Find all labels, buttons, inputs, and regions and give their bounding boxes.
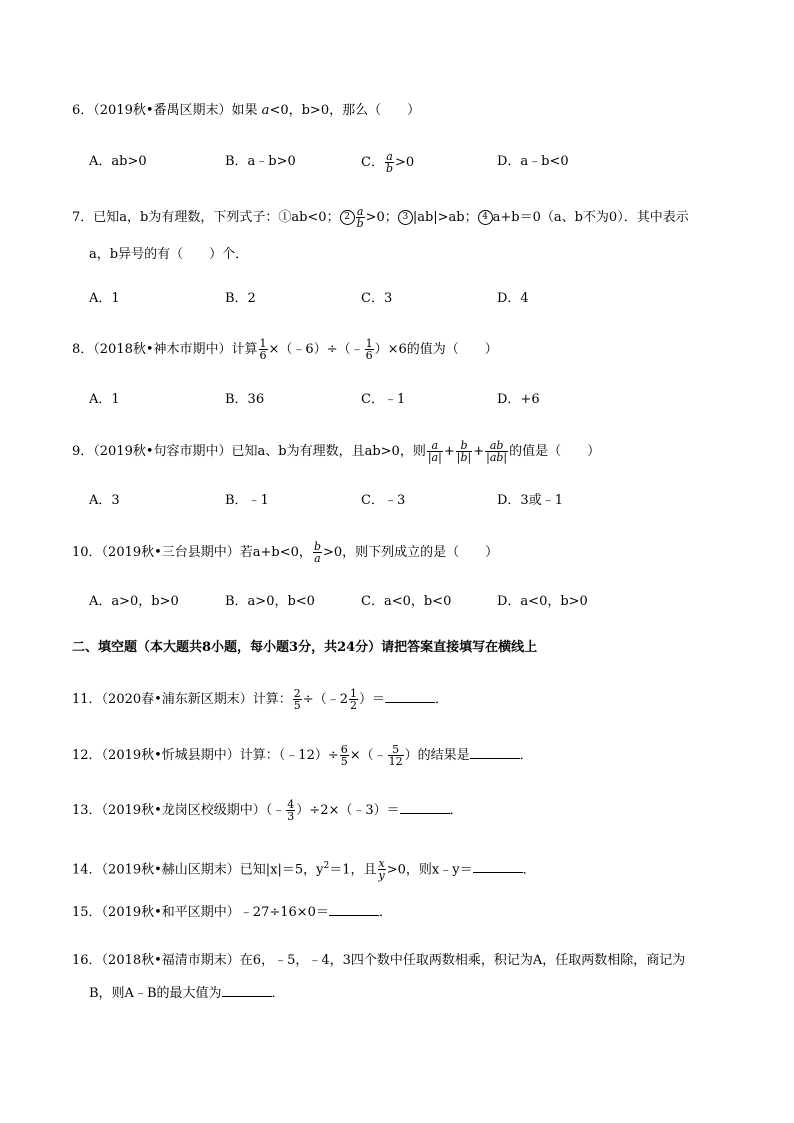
q8-option-d[interactable]: D．+6 [497, 392, 540, 407]
q7-option-a[interactable]: A．1 [89, 291, 120, 306]
q9-option-a[interactable]: A．3 [89, 493, 120, 508]
q10-option-d[interactable]: D．a<0，b>0 [497, 594, 588, 609]
circled-number: 3 [398, 210, 413, 225]
answer-blank[interactable] [329, 903, 379, 916]
q8-option-a[interactable]: A．1 [89, 392, 120, 407]
question-12: 12．（2019秋•忻城县期中）计算：（﹣12）÷ $\frac{6}{5}$ ×（﹣ $\frac{5}{12}$ ）的结果是 ． [72, 743, 533, 768]
q10-option-b[interactable]: B．a>0，b<0 [225, 594, 315, 609]
q7-option-d[interactable]: D．4 [497, 291, 529, 306]
answer-blank[interactable] [400, 801, 450, 814]
section-heading: 二、填空题（本大题共8小题，每小题3分，共24分）请把答案直接填写在横线上 [72, 640, 538, 655]
fraction: $\frac{x}{y}$ [378, 857, 385, 883]
circled-number: 4 [478, 210, 493, 225]
question-15: 15．（2019秋•和平区期中）﹣27÷16×0＝ ． [72, 905, 392, 920]
fraction: $\frac{a}{b}$ [385, 150, 393, 175]
fraction: $\frac{6}{5}$ [340, 743, 348, 768]
answer-blank[interactable] [470, 746, 520, 759]
question-9: 9．（2019秋•句容市期中）已知a、b为有理数，且ab>0，则 $\frac{a}{|a|}$ + $\frac{b}{|b|}$ + $\frac{ab}{|ab|}$ 的值是（ ） [72, 439, 601, 464]
fraction: $\frac{5}{12}$ [388, 743, 403, 768]
q10-options [89, 591, 729, 613]
q9-options [89, 490, 729, 512]
q7-option-c[interactable]: C．3 [361, 291, 393, 306]
q10-option-a[interactable]: A．a>0，b>0 [89, 594, 179, 609]
question-7-line-2: a，b异号的有（ ）个． [89, 247, 249, 262]
q6-option-d[interactable]: D．a﹣b<0 [497, 154, 569, 169]
fraction: $\frac{1}{6}$ [365, 337, 373, 362]
question-16-line-2: B，则A﹣B的最大值为 ． [89, 986, 285, 1001]
q8-option-b[interactable]: B．36 [225, 392, 265, 407]
fraction: $\frac{b}{a}$ [313, 540, 321, 565]
q6-options [89, 151, 729, 173]
answer-blank[interactable] [473, 860, 523, 873]
q9-option-d[interactable]: D．3或﹣1 [497, 493, 563, 508]
q8-options [89, 389, 729, 411]
question-13: 13．（2019秋•龙岗区校级期中）（﹣ $\frac{4}{3}$ ）÷2×（﹣3）＝ ． [72, 798, 463, 823]
question-14: 14．（2019秋•赫山区期末）已知|x|＝5，$y^2=1$，且 $\frac{x}{y}$ >0，则x﹣y＝ ． [72, 857, 536, 883]
q6-option-a[interactable]: A．ab>0 [89, 154, 147, 169]
fraction: $\frac{2}{5}$ [293, 687, 301, 712]
q7-option-b[interactable]: B．2 [225, 291, 256, 306]
fraction: $\frac{b}{|b|}$ [456, 439, 472, 464]
question-8: 8．（2018秋•神木市期中）计算 $\frac{1}{6}$ ×（﹣6）÷（﹣ $\frac{1}{6}$ ）×6的值为（ ） [72, 337, 498, 362]
question-10: 10．（2019秋•三台县期中）若a+b<0， $\frac{b}{a}$ >0，则下列成立的是（ ） [72, 540, 499, 565]
question-16: 16．（2018秋•福清市期末）在6，﹣5，﹣4，3四个数中任取两数相乘，积记为A，任取两数相除，商记为 [72, 953, 686, 968]
q6-option-b[interactable]: B．a﹣b>0 [225, 154, 296, 169]
answer-blank[interactable] [385, 690, 435, 703]
question-7: 7．已知a，b为有理数，下列式子：①ab<0； 2 $\frac{a}{b}$ >0； 3 |ab|>ab； 4 a+b＝0（a、b不为0）．其中表示 [72, 205, 689, 230]
fraction: $\frac{1}{2}$ [349, 687, 357, 712]
q8-option-c[interactable]: C．﹣1 [361, 392, 406, 407]
fraction: $\frac{a}{b}$ [356, 205, 364, 230]
q10-option-c[interactable]: C．a<0，b<0 [361, 594, 452, 609]
q7-options [89, 288, 729, 310]
fraction: $\frac{ab}{|ab|}$ [486, 439, 508, 464]
answer-blank[interactable] [222, 984, 272, 997]
question-6: 6．（2019秋•番禺区期末）如果 a<0，b>0，那么（ ） [72, 103, 421, 118]
question-11: 11．（2020春•浦东新区期末）计算： $\frac{2}{5}$ ÷（﹣2 $\frac{1}{2}$ ）＝ ． [72, 687, 448, 712]
q9-option-b[interactable]: B．﹣1 [225, 493, 269, 508]
q9-option-c[interactable]: C．﹣3 [361, 493, 406, 508]
q6-option-c[interactable]: C． $\frac{a}{b}$ >0 [361, 150, 415, 175]
fraction: $\frac{4}{3}$ [287, 798, 295, 823]
circled-number: 2 [340, 210, 355, 225]
fraction: $\frac{a}{|a|}$ [427, 439, 442, 464]
fraction: $\frac{1}{6}$ [259, 337, 267, 362]
